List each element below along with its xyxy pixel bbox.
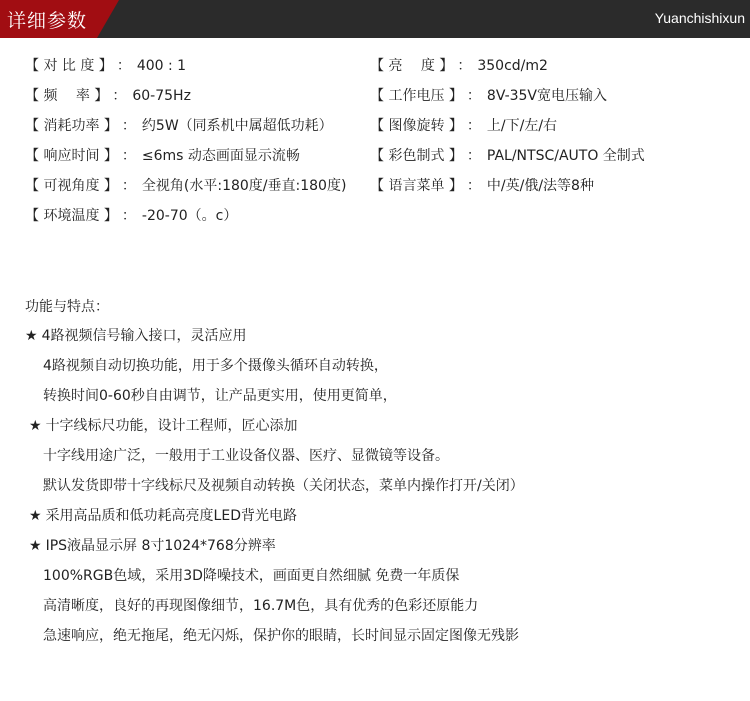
star-icon: ★ [25,328,38,344]
feature-line [43,447,449,465]
spec-item-rotation [370,117,557,135]
spec-separator: ： [121,208,136,224]
spec-value: 8V-35V宽电压输入 [486,88,608,104]
spec-separator: ： [466,88,481,104]
feature-text: 100%RGB色域，采用3D降噪技术，画面更自然细腻 免费一年质保 [43,568,460,584]
spec-label: 【 工作电压 】 [370,88,463,104]
spec-item-contrast [25,57,186,75]
spec-value: 全视角(水平:180度/垂直:180度) [141,178,347,194]
feature-text: 急速响应，绝无拖尾，绝无闪烁，保护你的眼睛，长时间显示固定图像无残影 [43,628,519,644]
spec-value: 400 : 1 [136,58,187,74]
spec-label: 【 可视角度 】 [25,178,118,194]
feature-line [43,477,524,495]
spec-item-frequency [25,87,191,105]
feature-text: 十字线用途广泛，一般用于工业设备仪器、医疗、显微镜等设备。 [43,448,449,464]
spec-label: 【 亮 度 】 [370,58,454,74]
spec-item-language [370,177,594,195]
spec-item-color-system [370,147,645,165]
feature-text: IPS液晶显示屏 8寸1024*768分辨率 [45,538,276,554]
spec-value: 约5W（同系机中属超低功耗） [141,118,333,134]
spec-item-brightness [370,57,548,75]
spec-value: 60-75Hz [132,88,191,104]
spec-table [0,0,750,240]
spec-separator: ： [457,58,472,74]
spec-value: ≤6ms 动态画面显示流畅 [141,148,300,164]
feature-text: 采用高品质和低功耗高亮度LED背光电路 [45,508,297,524]
spec-item-response-time [25,147,300,165]
spec-value: PAL/NTSC/AUTO 全制式 [486,148,645,164]
star-icon: ★ [29,538,42,554]
feature-line [29,507,297,525]
spec-separator: ： [466,148,481,164]
spec-separator: ： [466,178,481,194]
spec-item-viewing-angle [25,177,346,195]
feature-text: 默认发货即带十字线标尺及视频自动转换（关闭状态，菜单内操作打开/关闭） [43,478,524,494]
features-heading: 功能与特点： [25,299,109,315]
brand-name: Yuanchishixun [654,10,745,26]
star-icon: ★ [29,508,42,524]
feature-line [29,537,276,555]
feature-text: 高清晰度，良好的再现图像细节，16.7M色，具有优秀的色彩还原能力 [43,598,479,614]
feature-text: 十字线标尺功能，设计工程师，匠心添加 [45,418,298,434]
spec-label: 【 彩色制式 】 [370,148,463,164]
feature-line [43,627,519,645]
spec-separator: ： [121,148,136,164]
spec-value: 中/英/俄/法等8种 [486,178,594,194]
feature-line [43,357,388,375]
spec-label: 【 频 率 】 [25,88,109,104]
spec-item-power [25,117,333,135]
star-icon: ★ [29,418,42,434]
spec-separator: ： [116,58,131,74]
feature-line [29,417,298,435]
spec-separator: ： [121,118,136,134]
spec-label: 【 消耗功率 】 [25,118,118,134]
feature-text: 转换时间0-60秒自由调节，让产品更实用，使用更简单， [43,388,397,404]
spec-separator: ： [121,178,136,194]
spec-item-temperature [25,207,237,225]
spec-label: 【 对 比 度 】 [25,58,113,74]
spec-separator: ： [466,118,481,134]
spec-separator: ： [112,88,127,104]
feature-line [43,597,478,615]
spec-value: -20-70（。c） [141,208,238,224]
feature-text: 4路视频信号输入接口，灵活应用 [41,328,247,344]
spec-label: 【 环境温度 】 [25,208,118,224]
feature-text: 4路视频自动切换功能，用于多个摄像头循环自动转换， [43,358,388,374]
feature-line [43,567,459,585]
feature-line [43,387,397,405]
spec-value: 上/下/左/右 [486,118,558,134]
spec-value: 350cd/m2 [477,58,548,74]
spec-label: 【 语言菜单 】 [370,178,463,194]
spec-label: 【 图像旋转 】 [370,118,463,134]
page-title: 详细参数 [7,10,88,32]
feature-line [25,327,246,345]
spec-label: 【 响应时间 】 [25,148,118,164]
spec-item-voltage [370,87,607,105]
